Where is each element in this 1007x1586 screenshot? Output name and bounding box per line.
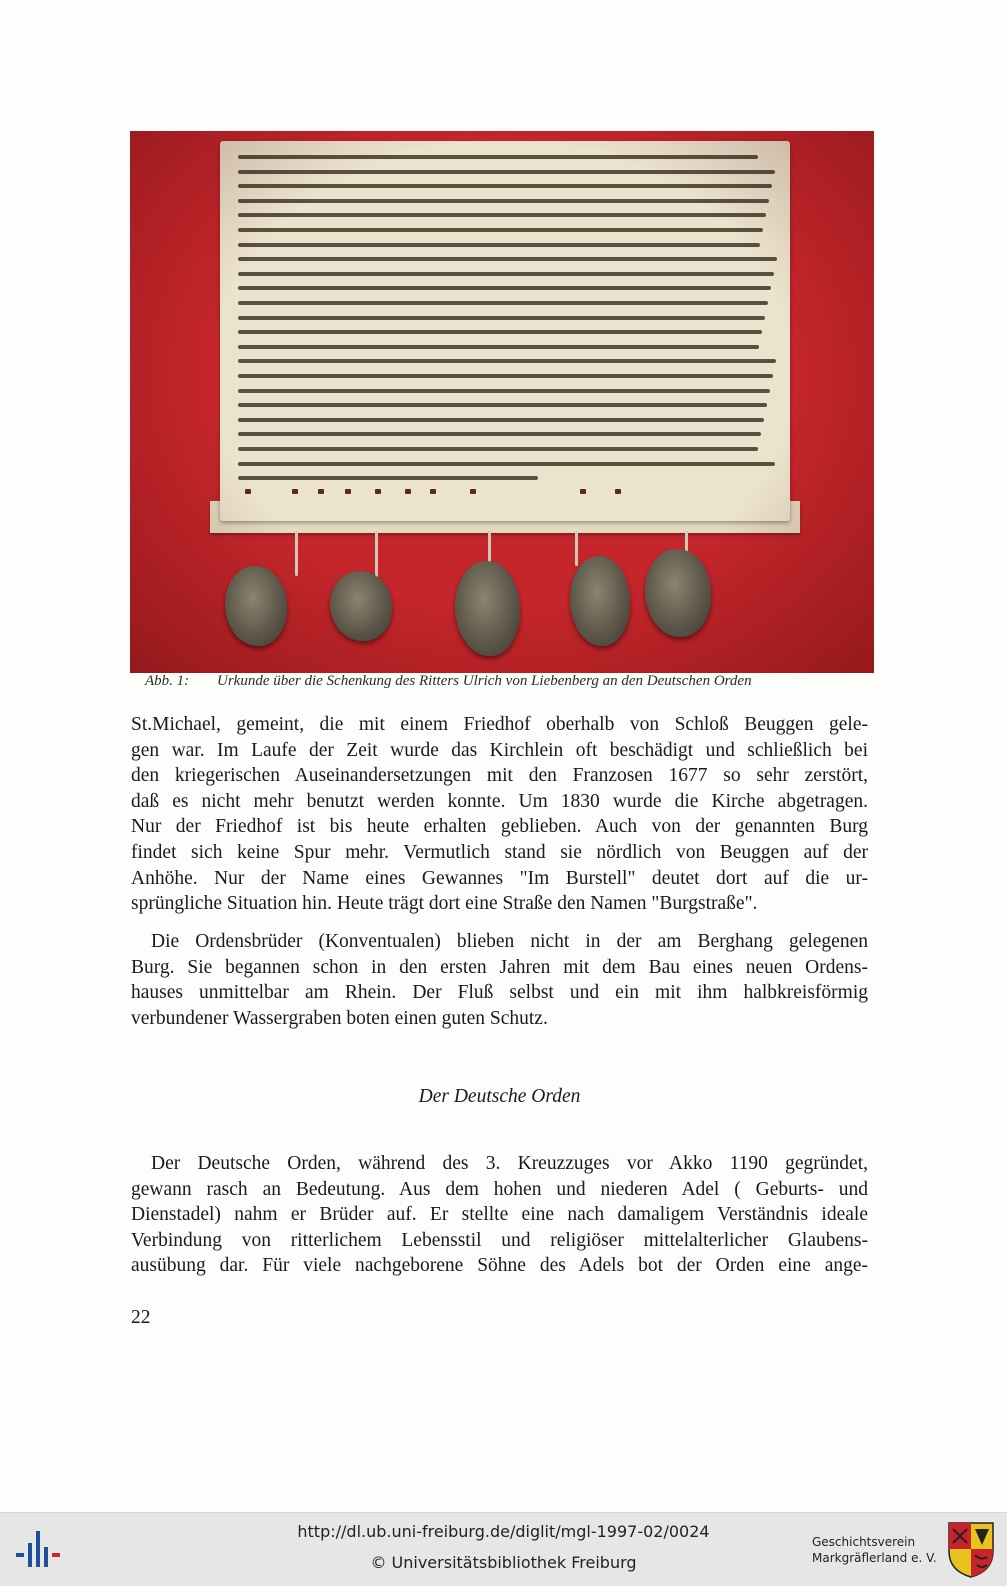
text-line: Nur der Friedhof ist bis heute erhalten geblieben. Auch von der genannten Burg	[131, 816, 868, 838]
seal-slit	[615, 489, 621, 494]
seal-slit	[292, 489, 298, 494]
text-line: St.Michael, gemeint, die mit einem Friedhof oberhalb von Schloß Beuggen gele-	[131, 714, 868, 735]
text-line: hauses unmittelbar am Rhein. Der Fluß selbst und ein mit ihm halbkreisförmig	[131, 982, 868, 1004]
wax-seal	[330, 571, 392, 641]
seal-slit	[405, 489, 411, 494]
society-name	[812, 1534, 937, 1566]
charter-photo	[130, 131, 874, 673]
text-line: daß es nicht mehr benutzt werden konnte. Um 1830 wurde die Kirche abgetragen.	[131, 790, 868, 812]
seal-slit	[430, 489, 436, 494]
footer-bar	[0, 1512, 1007, 1586]
text-line: Verbindung von ritterlichem Lebensstil und religiöser mittelalterlicher Glaubens-	[131, 1229, 868, 1251]
wax-seal	[455, 561, 520, 656]
copyright-notice: © Universitätsbibliothek Freiburg	[370, 1553, 637, 1572]
seal-cord	[375, 531, 378, 581]
text-line: ausübung dar. Für viele nachgeborene Söhne des Adels bot der Orden eine ange-	[131, 1255, 868, 1277]
text-line: verbundener Wassergraben boten einen guten Schutz.	[131, 1007, 548, 1029]
text-line: Die Ordensbrüder (Konventualen) blieben nicht in der am Berghang gelegenen	[151, 931, 868, 952]
seal-slit	[345, 489, 351, 494]
seal-cord	[575, 531, 578, 566]
society-line-1: Geschichtsverein	[812, 1535, 916, 1549]
seal-slit	[470, 489, 476, 494]
text-line: Burg. Sie begannen schon in den ersten Jahren mit dem Bau eines neuen Ordens-	[131, 956, 868, 978]
text-line: gen war. Im Laufe der Zeit wurde das Kirchlein oft beschädigt und schließlich bei	[131, 739, 868, 761]
seal-cord	[295, 531, 298, 576]
document-url[interactable]: http://dl.ub.uni-freiburg.de/diglit/mgl-1997-02/0024	[297, 1522, 710, 1541]
figure-caption	[145, 673, 905, 693]
text-line: Dienstadel) nahm er Brüder auf. Er stellte eine nach damaligem Verständnis ideale	[131, 1204, 868, 1226]
text-line: Der Deutsche Orden, während des 3. Kreuzzuges vor Akko 1190 gegründet,	[151, 1153, 868, 1174]
paragraph-3	[131, 1151, 868, 1279]
page-number: 22	[131, 1307, 151, 1328]
seal-slit	[318, 489, 324, 494]
caption-label: Abb. 1:	[145, 673, 190, 689]
text-line: gewann rasch an Bedeutung. Aus dem hohen und niederen Adel ( Geburts- und	[131, 1178, 868, 1200]
text-line: sprüngliche Situation hin. Heute trägt dort eine Straße den Namen "Burgstraße".	[131, 893, 758, 915]
caption-text: Urkunde über die Schenkung des Ritters Ulrich von Liebenberg an den Deutschen Orden	[217, 673, 752, 689]
wax-seal	[570, 556, 630, 646]
seal-slit	[375, 489, 381, 494]
text-line: findet sich keine Spur mehr. Vermutlich stand sie nördlich von Beuggen auf der	[131, 841, 868, 863]
seal-slit	[580, 489, 586, 494]
society-line-2: Markgräflerland e. V.	[812, 1551, 937, 1565]
seal-slit	[245, 489, 251, 494]
wax-seal	[225, 566, 287, 646]
coat-of-arms-icon	[947, 1521, 995, 1579]
paragraph-2	[131, 929, 868, 1031]
text-line: den kriegerischen Auseinandersetzungen mit den Franzosen 1677 so sehr zerstört,	[131, 765, 868, 787]
paragraph-1	[131, 712, 868, 917]
wax-seal	[645, 549, 711, 637]
text-line: Anhöhe. Nur der Name eines Gewannes "Im Burstell" deutet dort auf die ur-	[131, 867, 868, 889]
section-heading: Der Deutsche Orden	[418, 1086, 581, 1107]
